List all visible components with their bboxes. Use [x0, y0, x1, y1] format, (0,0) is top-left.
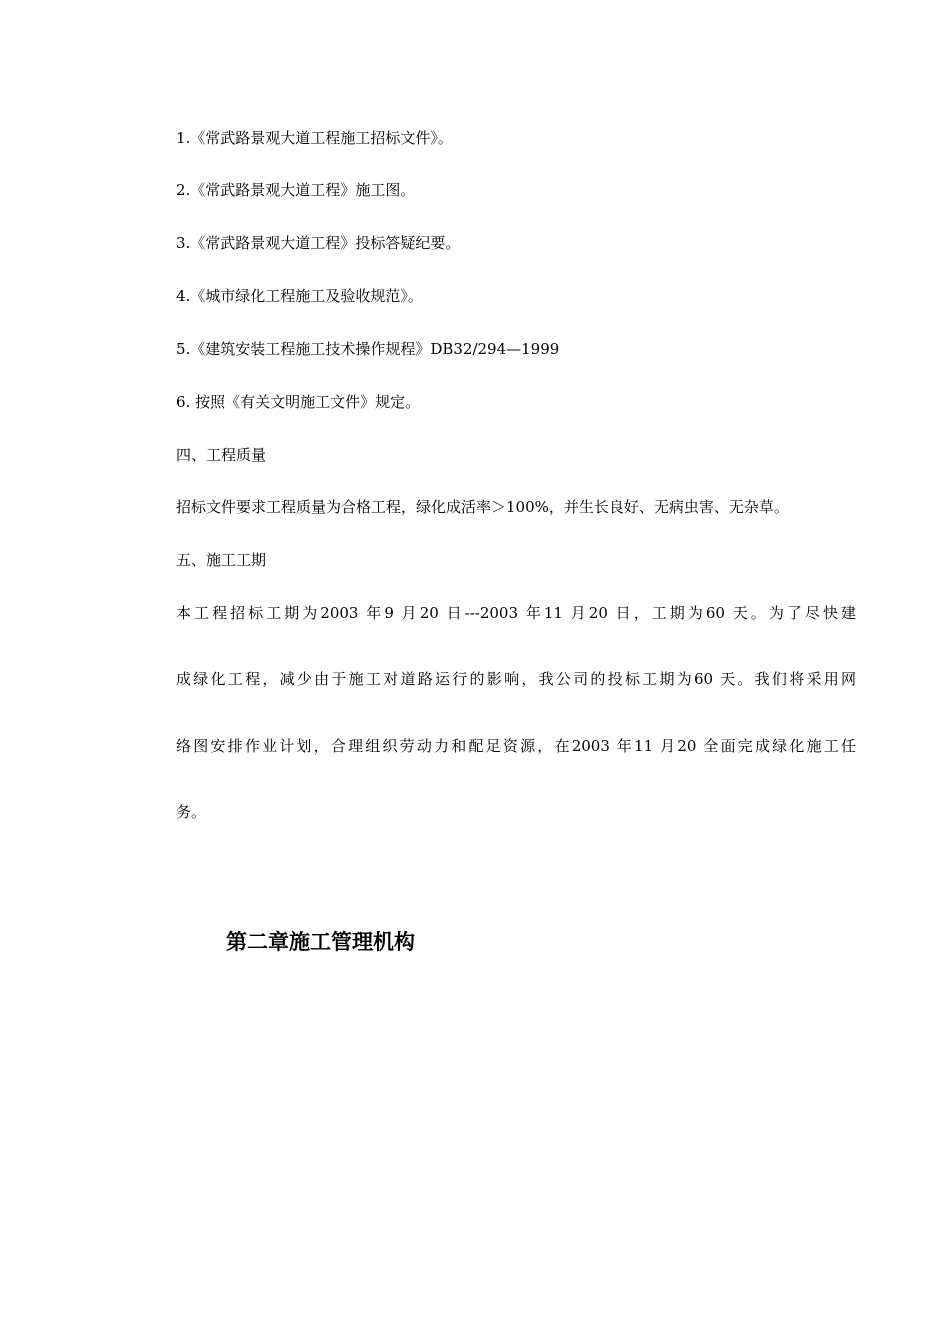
quality-text: 招标文件要求工程质量为合格工程，绿化成活率＞100%，并生长良好、无病虫害、无杂草。 — [176, 498, 789, 516]
reference-item-2: 2.《常武路景观大道工程》施工图。 — [176, 181, 416, 199]
reference-item-3: 3.《常武路景观大道工程》投标答疑纪要。 — [176, 234, 461, 252]
reference-item-6: 6. 按照《有关文明施工文件》规定。 — [176, 393, 421, 411]
section-heading-quality: 四、工程质量 — [176, 446, 267, 464]
chapter-title: 第二章施工管理机构 — [226, 930, 415, 954]
schedule-line-2: 成绿化工程，减少由于施工对道路运行的影响，我公司的投标工期为60 天。我们将采用网 — [176, 670, 856, 688]
reference-item-1: 1.《常武路景观大道工程施工招标文件》。 — [176, 129, 453, 147]
schedule-line-3: 络图安排作业计划，合理组织劳动力和配足资源，在2003 年11 月20 全面完成绿化施工任 — [176, 737, 856, 755]
schedule-line-4: 务。 — [176, 803, 207, 821]
reference-item-5: 5.《建筑安装工程施工技术操作规程》DB32/294—1999 — [176, 340, 560, 358]
reference-item-4: 4.《城市绿化工程施工及验收规范》。 — [176, 287, 423, 305]
schedule-line-1: 本工程招标工期为2003 年9 月20 日---2003 年11 月20 日，工期为60 天。为了尽快建 — [176, 604, 856, 622]
section-heading-schedule: 五、施工工期 — [176, 551, 267, 569]
